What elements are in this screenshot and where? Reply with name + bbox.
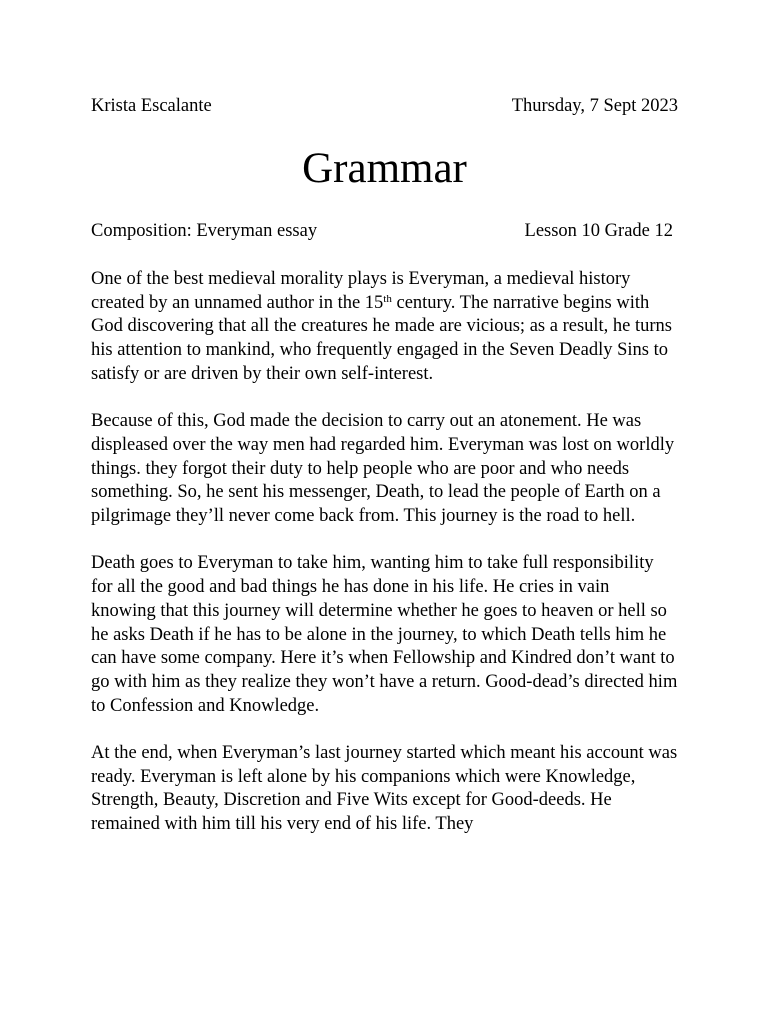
document-date: Thursday, 7 Sept 2023 <box>511 96 678 116</box>
essay-paragraph-3: Death goes to Everyman to take him, wanting him to take full responsibility for all the good and bad things he has done in his life. He cries in vain knowing that this journey will determine whether he goes to heaven or hell so he asks Death if he has to be alone in the journey, to which Death tells him he can have some company. Here it’s when Fellowship and Kindred don’t want to go with him as they realize they won’t have a return. Good-dead’s directed him to Confession and Knowledge. <box>91 553 678 716</box>
essay-paragraph-2: Because of this, God made the decision to carry out an atonement. He was displeased over the way men had regarded him. Everyman was lost on worldly things. they forgot their duty to help people who are poor and who needs something. So, he sent his messenger, Death, to lead the people of Earth on a pilgrimage they’ll never come back from. This journey is the road to hell. <box>91 411 675 527</box>
assignment-meta-row <box>91 219 678 243</box>
header-row <box>91 94 678 118</box>
document-page <box>91 94 678 837</box>
author-name: Krista Escalante <box>91 96 212 116</box>
lesson-grade-label: Lesson 10 Grade 12 <box>524 221 673 241</box>
composition-label: Composition: Everyman essay <box>91 221 318 241</box>
essay-paragraph-1 <box>91 268 678 387</box>
ordinal-superscript: th <box>383 292 392 305</box>
page-title: Grammar <box>302 145 467 192</box>
paragraph-1-text-start: One of the best medieval morality plays is Everyman, a medieval history created by an unnamed author in the 15 <box>91 269 631 313</box>
essay-paragraph-4: At the end, when Everyman’s last journey started which meant his account was ready. Everyman is left alone by his companions which were Knowledge, Strength, Beauty, Discretion and Five Wits except for Good-deeds. He remained with him till his very end of his life. They <box>91 743 678 835</box>
paragraph-1-text-end: century. The narrative begins with God discovering that all the creatures he made are vicious; as a result, he turns his attention to mankind, who frequently engaged in the Seven Deadly Sins to satisfy or are driven by their own self-interest. <box>91 292 673 384</box>
